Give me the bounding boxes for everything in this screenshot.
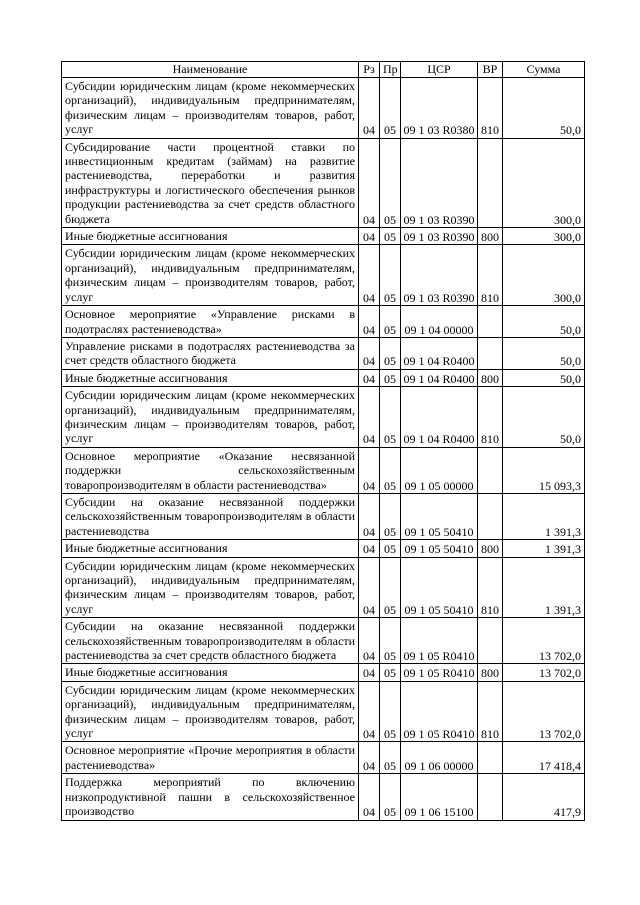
table-row [62, 742, 585, 774]
row-pr: 05 [380, 306, 401, 338]
table-body [62, 78, 585, 821]
row-name: Основное мероприятие «Оказание несвязанной поддержки сельскохозяйственным товаропроизводителям в области растениеводства» [62, 447, 359, 493]
row-name: Основное мероприятие «Прочие мероприятия в области растениеводства» [62, 742, 359, 774]
row-sum: 50,0 [503, 337, 585, 369]
row-name: Субсидии на оказание несвязанной поддержки сельскохозяйственным товаропроизводителям в области растениеводства [62, 493, 359, 539]
row-vr: 800 [478, 369, 503, 386]
table-row [62, 337, 585, 369]
row-vr: 810 [478, 245, 503, 306]
row-vr [478, 774, 503, 820]
row-name: Субсидирование части процентной ставки по инвестиционным кредитам (займам) на развитие растениеводства, переработки и развития инфраструктуры и логистического обеспечения рынков продукции растениеводства за счет средств областного бюджета [62, 138, 359, 227]
row-rz: 04 [359, 245, 380, 306]
table-row [62, 78, 585, 139]
row-pr: 05 [380, 138, 401, 227]
row-csr: 09 1 05 50410 [401, 557, 478, 618]
row-rz: 04 [359, 681, 380, 742]
row-vr [478, 493, 503, 539]
row-csr: 09 1 03 R0390 [401, 228, 478, 245]
row-sum: 300,0 [503, 228, 585, 245]
row-rz: 04 [359, 618, 380, 664]
row-csr: 09 1 04 R0400 [401, 337, 478, 369]
row-pr: 05 [380, 557, 401, 618]
header-sum: Сумма [503, 62, 585, 78]
row-rz: 04 [359, 228, 380, 245]
table-row [62, 447, 585, 493]
row-sum: 13 702,0 [503, 681, 585, 742]
row-csr: 09 1 05 50410 [401, 540, 478, 557]
row-pr: 05 [380, 245, 401, 306]
row-rz: 04 [359, 493, 380, 539]
row-pr: 05 [380, 228, 401, 245]
row-vr: 800 [478, 664, 503, 681]
row-vr [478, 742, 503, 774]
row-name: Субсидии юридическим лицам (кроме некоммерческих организаций), индивидуальным предпринимателям, физическим лицам – производителям товаров, работ, услуг [62, 387, 359, 448]
row-rz: 04 [359, 557, 380, 618]
row-name: Субсидии юридическим лицам (кроме некоммерческих организаций), индивидуальным предпринимателям, физическим лицам – производителям товаров, работ, услуг [62, 245, 359, 306]
table-row [62, 681, 585, 742]
table-row [62, 557, 585, 618]
row-rz: 04 [359, 387, 380, 448]
header-name: Наименование [62, 62, 359, 78]
row-sum: 417,9 [503, 774, 585, 820]
row-pr: 05 [380, 774, 401, 820]
row-vr: 810 [478, 681, 503, 742]
row-sum: 1 391,3 [503, 540, 585, 557]
row-csr: 09 1 04 00000 [401, 306, 478, 338]
row-vr: 810 [478, 557, 503, 618]
row-sum: 300,0 [503, 245, 585, 306]
row-rz: 04 [359, 369, 380, 386]
row-vr [478, 447, 503, 493]
table-row [62, 618, 585, 664]
row-name: Поддержка мероприятий по включению низкопродуктивной пашни в сельскохозяйственное производство [62, 774, 359, 820]
row-csr: 09 1 05 R0410 [401, 681, 478, 742]
row-name: Субсидии на оказание несвязанной поддержки сельскохозяйственным товаропроизводителям в области растениеводства за счет средств областного бюджета [62, 618, 359, 664]
row-csr: 09 1 05 R0410 [401, 618, 478, 664]
row-rz: 04 [359, 306, 380, 338]
header-rz: Рз [359, 62, 380, 78]
row-vr [478, 337, 503, 369]
row-csr: 09 1 06 00000 [401, 742, 478, 774]
table-row [62, 138, 585, 227]
row-pr: 05 [380, 681, 401, 742]
row-name: Иные бюджетные ассигнования [62, 228, 359, 245]
row-rz: 04 [359, 774, 380, 820]
row-pr: 05 [380, 337, 401, 369]
row-rz: 04 [359, 337, 380, 369]
row-vr: 810 [478, 78, 503, 139]
row-rz: 04 [359, 540, 380, 557]
row-vr: 810 [478, 387, 503, 448]
row-csr: 09 1 03 R0390 [401, 245, 478, 306]
row-csr: 09 1 05 R0410 [401, 664, 478, 681]
row-pr: 05 [380, 664, 401, 681]
row-csr: 09 1 04 R0400 [401, 387, 478, 448]
table-row [62, 306, 585, 338]
row-rz: 04 [359, 447, 380, 493]
row-csr: 09 1 04 R0400 [401, 369, 478, 386]
row-pr: 05 [380, 369, 401, 386]
row-sum: 13 702,0 [503, 664, 585, 681]
row-pr: 05 [380, 78, 401, 139]
row-name: Иные бюджетные ассигнования [62, 664, 359, 681]
row-pr: 05 [380, 493, 401, 539]
row-name: Субсидии юридическим лицам (кроме некоммерческих организаций), индивидуальным предпринимателям, физическим лицам – производителям товаров, работ, услуг [62, 78, 359, 139]
row-csr: 09 1 05 50410 [401, 493, 478, 539]
row-sum: 300,0 [503, 138, 585, 227]
row-sum: 1 391,3 [503, 557, 585, 618]
row-name: Субсидии юридическим лицам (кроме некоммерческих организаций), индивидуальным предпринимателям, физическим лицам – производителям товаров, работ, услуг [62, 557, 359, 618]
table-row [62, 228, 585, 245]
row-rz: 04 [359, 664, 380, 681]
row-name: Основное мероприятие «Управление рисками в подотраслях растениеводства» [62, 306, 359, 338]
row-pr: 05 [380, 742, 401, 774]
row-rz: 04 [359, 742, 380, 774]
row-sum: 17 418,4 [503, 742, 585, 774]
row-vr [478, 306, 503, 338]
table-row [62, 245, 585, 306]
table-row [62, 369, 585, 386]
row-sum: 50,0 [503, 369, 585, 386]
header-csr: ЦСР [401, 62, 478, 78]
row-pr: 05 [380, 387, 401, 448]
row-vr: 800 [478, 228, 503, 245]
header-pr: Пр [380, 62, 401, 78]
row-csr: 09 1 06 15100 [401, 774, 478, 820]
row-rz: 04 [359, 138, 380, 227]
row-vr [478, 618, 503, 664]
row-vr: 800 [478, 540, 503, 557]
row-name: Управление рисками в подотраслях растениеводства за счет средств областного бюджета [62, 337, 359, 369]
table-row [62, 493, 585, 539]
row-csr: 09 1 03 R0380 [401, 78, 478, 139]
row-csr: 09 1 03 R0390 [401, 138, 478, 227]
row-rz: 04 [359, 78, 380, 139]
header-vr: ВР [478, 62, 503, 78]
table-row [62, 387, 585, 448]
row-sum: 50,0 [503, 387, 585, 448]
budget-table [61, 61, 585, 821]
row-pr: 05 [380, 618, 401, 664]
row-name: Иные бюджетные ассигнования [62, 369, 359, 386]
table-row [62, 540, 585, 557]
row-pr: 05 [380, 540, 401, 557]
row-sum: 13 702,0 [503, 618, 585, 664]
header-row [62, 62, 585, 78]
budget-document [61, 61, 585, 821]
row-pr: 05 [380, 447, 401, 493]
row-csr: 09 1 05 00000 [401, 447, 478, 493]
table-row [62, 774, 585, 820]
row-name: Иные бюджетные ассигнования [62, 540, 359, 557]
row-sum: 15 093,3 [503, 447, 585, 493]
row-sum: 50,0 [503, 306, 585, 338]
row-sum: 50,0 [503, 78, 585, 139]
row-sum: 1 391,3 [503, 493, 585, 539]
row-vr [478, 138, 503, 227]
table-row [62, 664, 585, 681]
row-name: Субсидии юридическим лицам (кроме некоммерческих организаций), индивидуальным предпринимателям, физическим лицам – производителям товаров, работ, услуг [62, 681, 359, 742]
